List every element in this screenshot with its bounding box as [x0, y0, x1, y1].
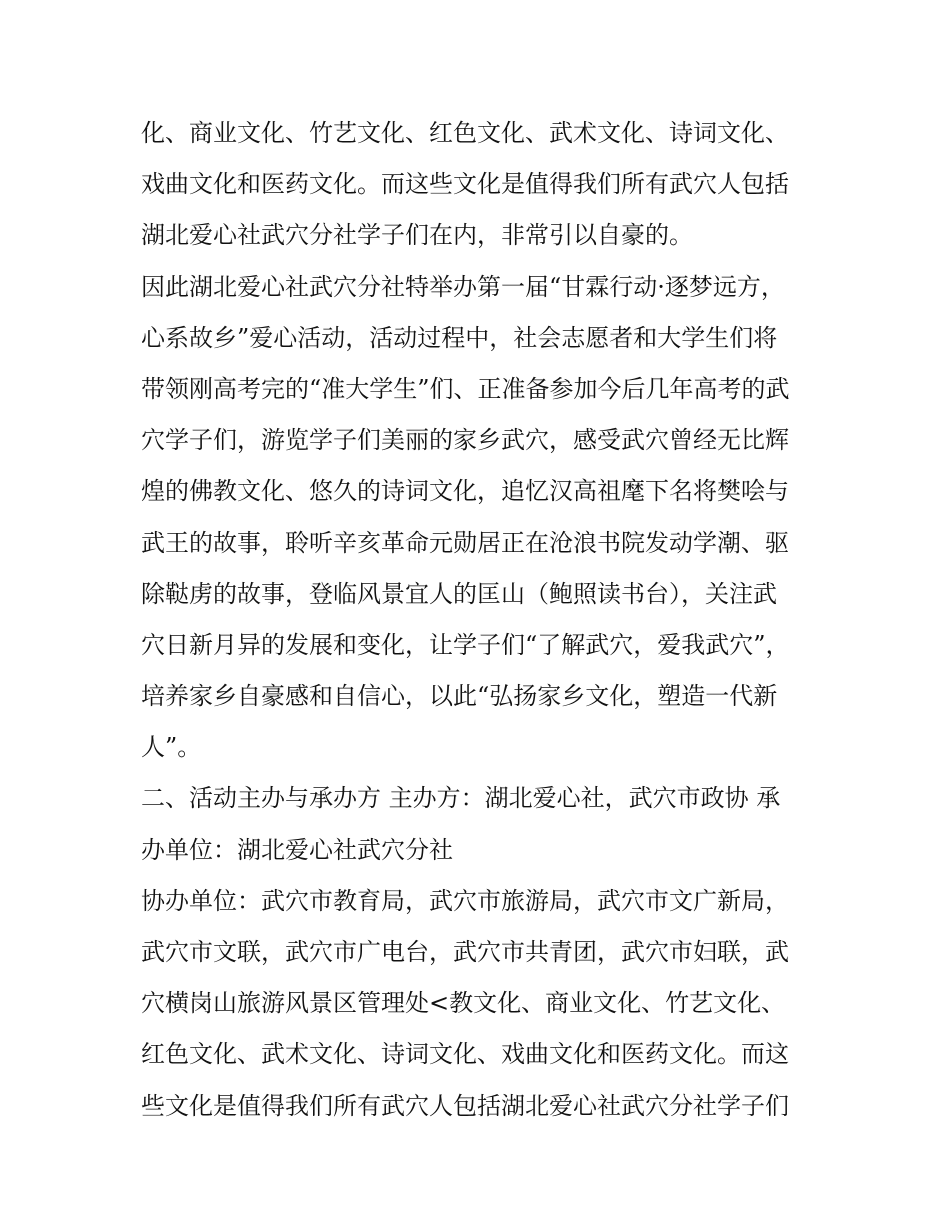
- body-line: 人”。: [141, 733, 202, 762]
- body-line: 红色文化、武术文化、诗词文化、戏曲文化和医药文化。而这: [141, 1040, 789, 1069]
- section-heading-line: 二、活动主办与承办方 主办方：湖北爱心社，武穴市政协 承: [141, 784, 781, 813]
- body-line: 化、商业文化、竹艺文化、红色文化、武术文化、诗词文化、: [141, 119, 789, 147]
- body-line: 穴横岗山旅游风景区管理处<教文化、商业文化、竹艺文化、: [141, 989, 786, 1018]
- body-line: 因此湖北爱心社武穴分社特举办第一届“甘霖行动·逐梦远方，: [141, 272, 785, 301]
- body-line: 心系故乡”爱心活动，活动过程中，社会志愿者和大学生们将: [141, 323, 778, 352]
- body-line: 除鞑虏的故事，登临风景宜人的匡山（鲍照读书台），关注武: [141, 579, 777, 608]
- document-body: [141, 108, 813, 1132]
- body-line: 武穴市文联，武穴市广电台，武穴市共青团，武穴市妇联，武: [141, 938, 789, 966]
- body-line: 培养家乡自豪感和自信心，以此“弘扬家乡文化，塑造一代新: [141, 682, 778, 711]
- body-line: 些文化是值得我们所有武穴人包括湖北爱心社武穴分社学子们: [141, 1091, 789, 1120]
- body-line: 穴学子们，游览学子们美丽的家乡武穴，感受武穴曾经无比辉: [141, 426, 789, 455]
- body-line: 煌的佛教文化、悠久的诗词文化，追忆汉高祖麾下名将樊哙与: [141, 477, 789, 506]
- body-line: 带领刚高考完的“准大学生”们、正准备参加今后几年高考的武: [141, 374, 790, 403]
- body-line: 戏曲文化和医药文化。而这些文化是值得我们所有武穴人包括: [141, 170, 789, 199]
- body-line: 办单位：湖北爱心社武穴分社: [141, 835, 453, 864]
- body-line: 穴日新月异的发展和变化，让学子们“了解武穴，爱我武穴”，: [141, 630, 790, 659]
- body-line: 协办单位：武穴市教育局，武穴市旅游局，武穴市文广新局，: [141, 886, 789, 915]
- body-line: 武王的故事，聆听辛亥革命元勋居正在沧浪书院发动学潮、驱: [141, 528, 789, 557]
- body-line: 湖北爱心社武穴分社学子们在内，非常引以自豪的。: [141, 221, 693, 250]
